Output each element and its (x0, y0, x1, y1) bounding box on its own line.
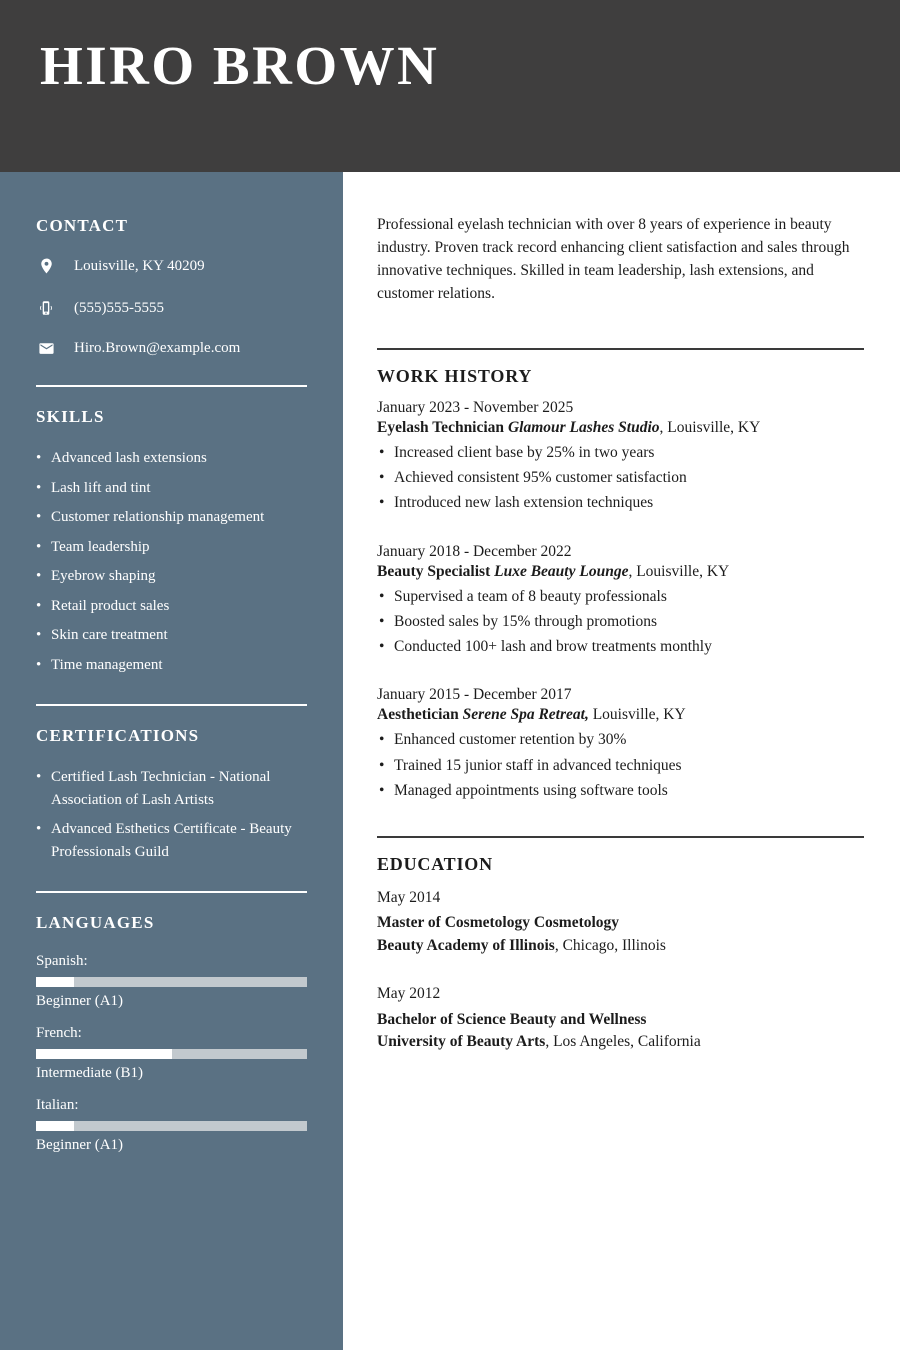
education-degree: Master of Cosmetology Cosmetology (377, 914, 620, 932)
work-history-title: WORK HISTORY (377, 365, 533, 386)
job-role: Aesthetician (377, 706, 459, 724)
contact-title: CONTACT (36, 216, 129, 235)
skills-section (36, 385, 307, 676)
education-school: Beauty Academy of Illinois (377, 936, 555, 954)
language-progress-fill (36, 977, 74, 987)
language-level: Beginner (A1) (36, 1137, 124, 1153)
job-location: Louisville, KY (588, 706, 686, 724)
skill-item: • Advanced lash extensions (36, 447, 307, 470)
contact-section (36, 216, 307, 357)
contact-item-location (36, 256, 307, 276)
language-level: Intermediate (B1) (36, 1065, 144, 1081)
education-school-line (377, 935, 864, 957)
bullet-item: • Trained 15 junior staff in advanced techniques (377, 754, 864, 777)
job-bullets (377, 728, 864, 802)
language-item-italian (36, 1097, 307, 1154)
job-role: Beauty Specialist (377, 562, 491, 580)
language-item-french (36, 1025, 307, 1082)
skill-item: • Retail product sales (36, 595, 307, 618)
education-location: , Chicago, Illinois (554, 936, 666, 954)
job-bullets (377, 585, 864, 659)
education-section (377, 836, 864, 1054)
language-name: French: (36, 1025, 82, 1041)
job-title-line (377, 706, 864, 724)
language-item-spanish (36, 953, 307, 1010)
contact-phone-text: (555)555-5555 (74, 299, 164, 316)
main-column (343, 172, 900, 1350)
certifications-title: CERTIFICATIONS (36, 726, 200, 745)
language-name: Italian: (36, 1097, 79, 1113)
job-company: Luxe Beauty Lounge (494, 562, 629, 580)
job-company: Glamour Lashes Studio (507, 418, 660, 436)
skill-item: • Customer relationship management (36, 506, 307, 529)
education-location: , Los Angeles, California (545, 1033, 701, 1051)
certification-item: • Advanced Esthetics Certificate - Beauty Professionals Guild (36, 818, 307, 863)
education-date: May 2014 (377, 889, 441, 906)
sidebar (0, 172, 343, 1350)
bullet-item: • Managed appointments using software tools (377, 779, 864, 802)
skill-item: • Team leadership (36, 536, 307, 559)
job-title-line (377, 563, 864, 581)
work-history-section (377, 348, 864, 802)
language-progress-fill (36, 1121, 74, 1131)
skill-item: • Time management (36, 654, 307, 677)
bullet-item: • Supervised a team of 8 beauty professionals (377, 585, 864, 608)
body-columns (0, 172, 900, 1350)
education-school-line (377, 1031, 864, 1053)
languages-section (36, 891, 307, 1154)
contact-location-text: Louisville, KY 40209 (74, 257, 205, 274)
education-title: EDUCATION (377, 854, 493, 874)
certifications-section (36, 704, 307, 863)
education-school: University of Beauty Arts (377, 1033, 546, 1051)
job-location: , Louisville, KY (628, 562, 730, 580)
education-date: May 2012 (377, 985, 441, 1003)
job-dates: January 2018 - December 2022 (377, 542, 572, 560)
job-bullets (377, 441, 864, 515)
summary-text: Professional eyelash technician with over 8 years of experience in beauty industry. Proven track record enhancing client satisfaction and sales through innovative techniques. Skilled in team leadership, lash extensions, and customer relations. (377, 216, 850, 302)
job-title-line (377, 419, 864, 437)
bullet-item: • Enhanced customer retention by 30% (377, 728, 864, 751)
job-location: , Louisville, KY (659, 418, 761, 436)
sidebar-divider (36, 385, 307, 387)
bullet-item: • Achieved consistent 95% customer satisfaction (377, 466, 864, 489)
contact-item-phone (36, 298, 307, 318)
contact-item-email (36, 340, 307, 357)
bullet-item: • Introduced new lash extension techniques (377, 491, 864, 514)
bullet-item: • Boosted sales by 15% through promotions (377, 610, 864, 633)
section-rule (377, 348, 864, 350)
education-entry (377, 983, 864, 1053)
phone-icon (36, 298, 56, 318)
sidebar-divider (36, 891, 307, 893)
location-icon (36, 256, 56, 276)
bullet-item: • Increased client base by 25% in two years (377, 441, 864, 464)
job-entry (377, 399, 864, 515)
job-company: Serene Spa Retreat, (462, 706, 589, 724)
education-entry (377, 887, 864, 957)
language-progress-bar (36, 1121, 307, 1131)
language-progress-bar (36, 1049, 307, 1059)
skill-item: • Skin care treatment (36, 624, 307, 647)
languages-title: LANGUAGES (36, 913, 155, 932)
sidebar-divider (36, 704, 307, 706)
header-band (0, 0, 900, 172)
skill-item: • Lash lift and tint (36, 477, 307, 500)
language-level: Beginner (A1) (36, 993, 124, 1009)
job-dates: January 2023 - November 2025 (377, 398, 574, 416)
certifications-list (36, 766, 307, 863)
certification-item: • Certified Lash Technician - National Association of Lash Artists (36, 766, 307, 811)
person-name: HIRO BROWN (40, 35, 440, 96)
education-degree: Bachelor of Science Beauty and Wellness (377, 1010, 647, 1028)
language-progress-fill (36, 1049, 172, 1059)
language-name: Spanish: (36, 953, 88, 969)
email-icon (36, 340, 56, 357)
section-rule (377, 836, 864, 838)
job-dates: January 2015 - December 2017 (377, 686, 572, 704)
bullet-item: • Conducted 100+ lash and brow treatments monthly (377, 635, 864, 658)
skill-item: • Eyebrow shaping (36, 565, 307, 588)
skills-title: SKILLS (36, 407, 105, 426)
skills-list (36, 447, 307, 676)
job-entry (377, 686, 864, 802)
job-role: Eyelash Technician (377, 418, 505, 436)
job-entry (377, 543, 864, 659)
contact-email-text: Hiro.Brown@example.com (74, 340, 241, 356)
language-progress-bar (36, 977, 307, 987)
